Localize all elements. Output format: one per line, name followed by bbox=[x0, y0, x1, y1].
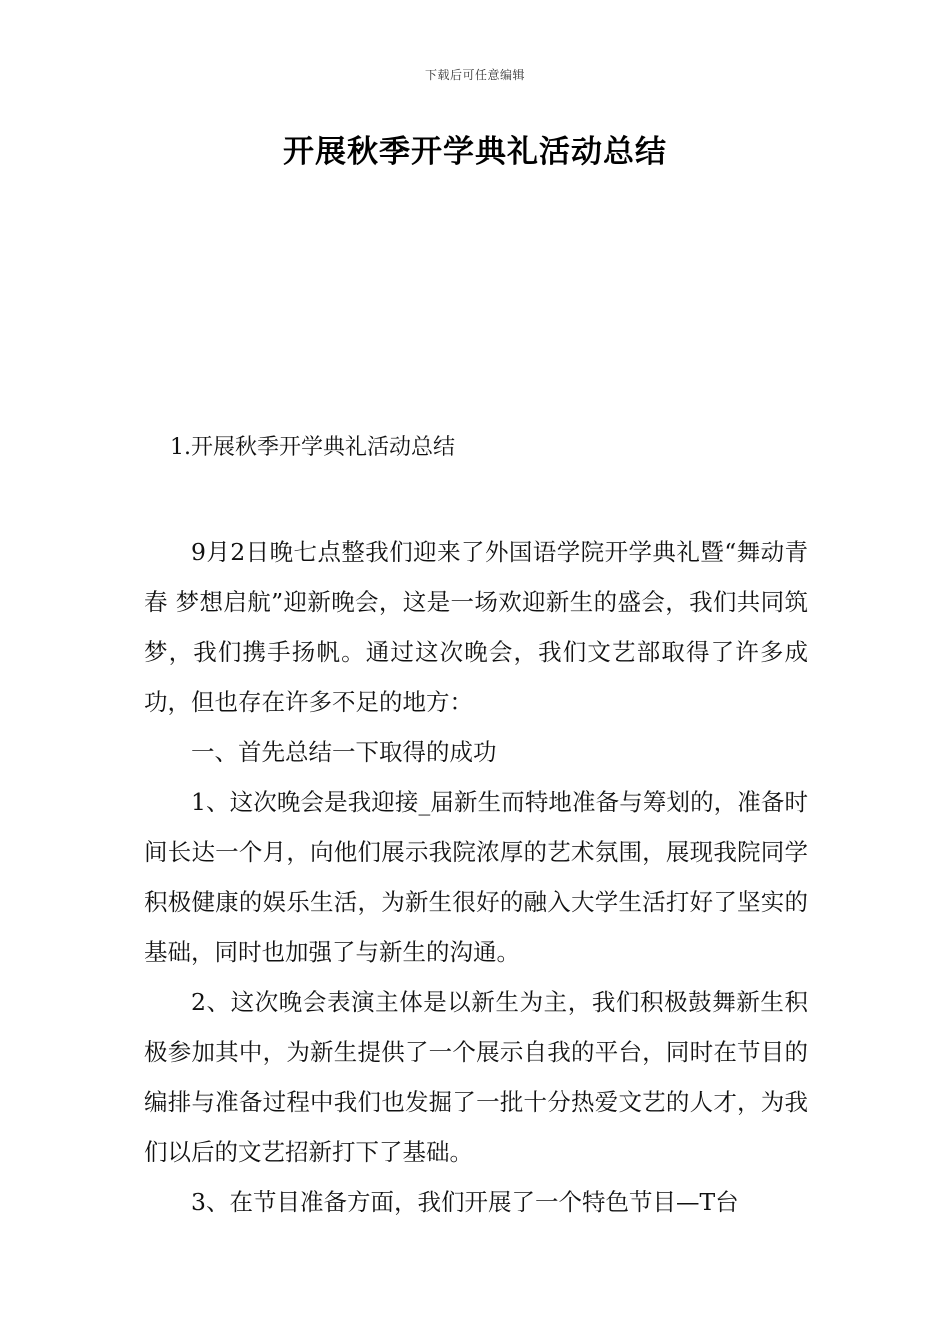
paragraph-point-2: 2、这次晚会表演主体是以新生为主，我们积极鼓舞新生积极参加其中，为新生提供了一个展示自我的平台，同时在节目的编排与准备过程中我们也发掘了一批十分热爱文艺的人才，为我们以后的文艺招新打下了基础。 bbox=[144, 988, 808, 1166]
document-body bbox=[144, 527, 808, 1227]
paragraph-subheading-successes: 一、首先总结一下取得的成功 bbox=[191, 738, 497, 766]
document-title: 开展秋季开学典礼活动总结 bbox=[283, 134, 667, 170]
paragraph-intro: 9月2日晚七点整我们迎来了外国语学院开学典礼暨“舞动青春 梦想启航”迎新晚会，这是一场欢迎新生的盛会，我们共同筑梦，我们携手扬帆。通过这次晚会，我们文艺部取得了许多成功，但也存在许多不足的地方： bbox=[144, 538, 808, 716]
section-heading: 1.开展秋季开学典礼活动总结 bbox=[170, 435, 455, 460]
paragraph-point-1: 1、这次晚会是我迎接_届新生而特地准备与筹划的，准备时间长达一个月，向他们展示我院浓厚的艺术氛围，展现我院同学积极健康的娱乐生活，为新生很好的融入大学生活打好了坚实的基础，同时也加强了与新生的沟通。 bbox=[144, 788, 808, 966]
header-note: 下载后可任意编辑 bbox=[424, 68, 525, 82]
paragraph-point-3: 3、在节目准备方面，我们开展了一个特色节目—T台 bbox=[191, 1188, 739, 1216]
